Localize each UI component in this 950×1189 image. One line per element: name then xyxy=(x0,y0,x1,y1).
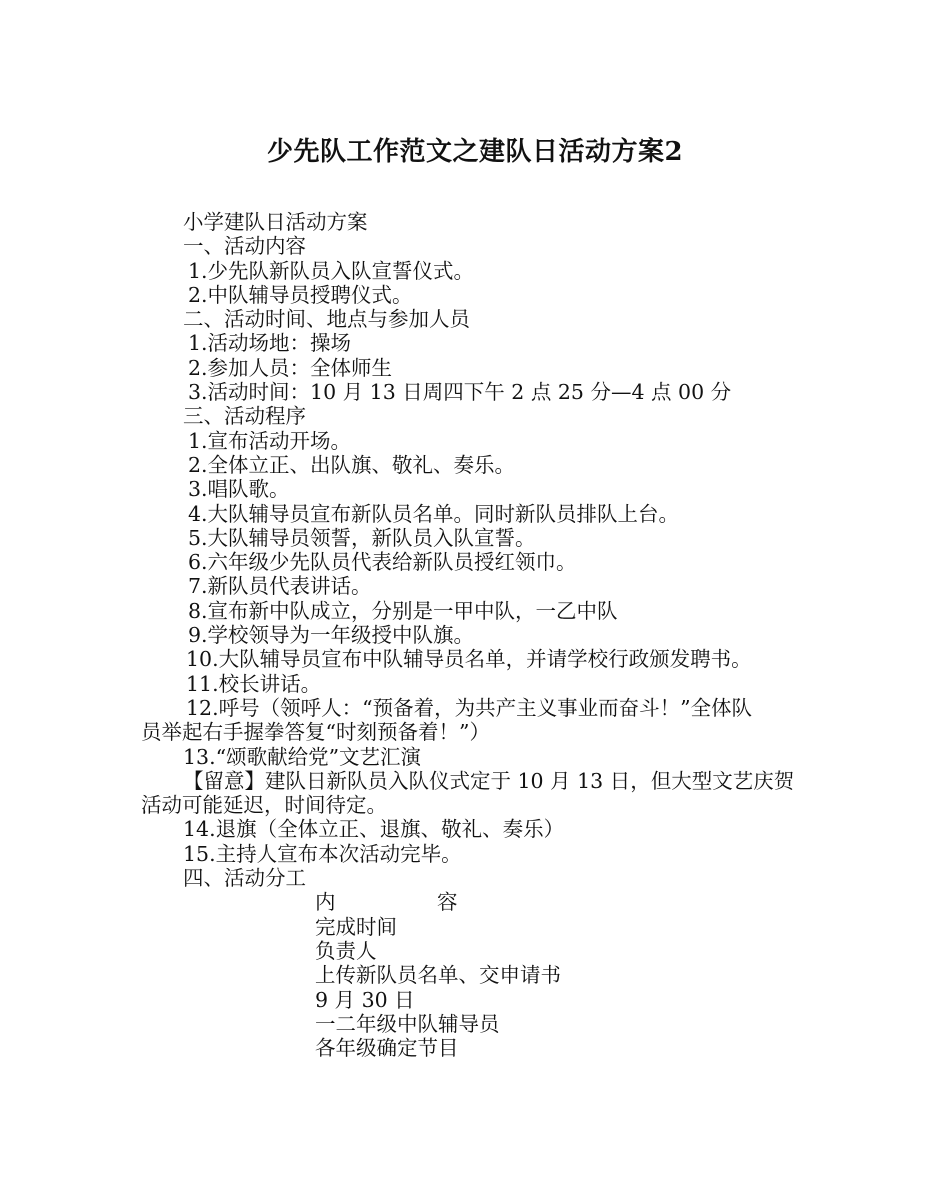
list-item: 3.活动时间：10 月 13 日周四下午 2 点 25 分—4 点 00 分 xyxy=(188,380,732,405)
section-title: 三、活动程序 xyxy=(183,404,306,429)
list-item-continuation: 员举起右手握拳答复“时刻预备着！”） xyxy=(141,720,490,745)
list-item: 6.六年级少先队员代表给新队员授红领巾。 xyxy=(188,550,577,575)
table-cell: 负责人 xyxy=(315,938,377,963)
section-title: 二、活动时间、地点与参加人员 xyxy=(183,307,470,332)
list-item: 7.新队员代表讲话。 xyxy=(188,574,372,599)
note-continuation: 活动可能延迟，时间待定。 xyxy=(141,793,387,818)
section-title: 四、活动分工 xyxy=(183,866,306,891)
table-header-right: 容 xyxy=(437,890,458,915)
table-cell: 9 月 30 日 xyxy=(315,987,415,1012)
list-item: 15.主持人宣布本次活动完毕。 xyxy=(183,841,462,866)
list-item: 10.大队辅导员宣布中队辅导员名单，并请学校行政颁发聘书。 xyxy=(186,647,752,672)
document-body xyxy=(0,210,950,1060)
section-title: 一、活动内容 xyxy=(183,234,306,259)
list-item: 1.宣布活动开场。 xyxy=(188,428,352,453)
list-item: 2.中队辅导员授聘仪式。 xyxy=(188,282,413,307)
note-line: 【留意】建队日新队员入队仪式定于 10 月 13 日，但大型文艺庆贺 xyxy=(183,768,795,793)
list-item: 13.“颂歌献给党”文艺汇演 xyxy=(183,744,422,769)
document-heading: 小学建队日活动方案 xyxy=(183,210,368,234)
list-item: 4.大队辅导员宣布新队员名单。同时新队员排队上台。 xyxy=(188,501,680,526)
table-cell: 上传新队员名单、交申请书 xyxy=(315,963,561,988)
list-item: 1.活动场地：操场 xyxy=(188,331,352,356)
list-item: 2.参加人员：全体师生 xyxy=(188,355,393,380)
list-item: 1.少先队新队员入队宣誓仪式。 xyxy=(188,258,475,283)
list-item: 5.大队辅导员领誓，新队员入队宣誓。 xyxy=(188,525,536,550)
list-item: 8.宣布新中队成立，分别是一甲中队，一乙中队 xyxy=(188,598,618,623)
list-item: 2.全体立正、出队旗、敬礼、奏乐。 xyxy=(188,452,516,477)
table-cell: 各年级确定节目 xyxy=(315,1036,459,1061)
page-title: 少先队工作范文之建队日活动方案2 xyxy=(266,137,684,167)
list-item: 3.唱队歌。 xyxy=(188,477,290,502)
list-item: 14.退旗（全体立正、退旗、敬礼、奏乐） xyxy=(183,817,565,842)
table-cell: 一二年级中队辅导员 xyxy=(315,1011,500,1036)
list-item: 11.校长讲话。 xyxy=(186,671,322,696)
table-cell: 完成时间 xyxy=(315,914,397,939)
table-header xyxy=(0,890,950,914)
list-item-line: 12.呼号（领呼人：“预备着，为共产主义事业而奋斗！”全体队 xyxy=(186,695,753,720)
list-item: 9.学校领导为一年级授中队旗。 xyxy=(188,623,475,648)
table-header-left: 内 xyxy=(315,890,336,915)
